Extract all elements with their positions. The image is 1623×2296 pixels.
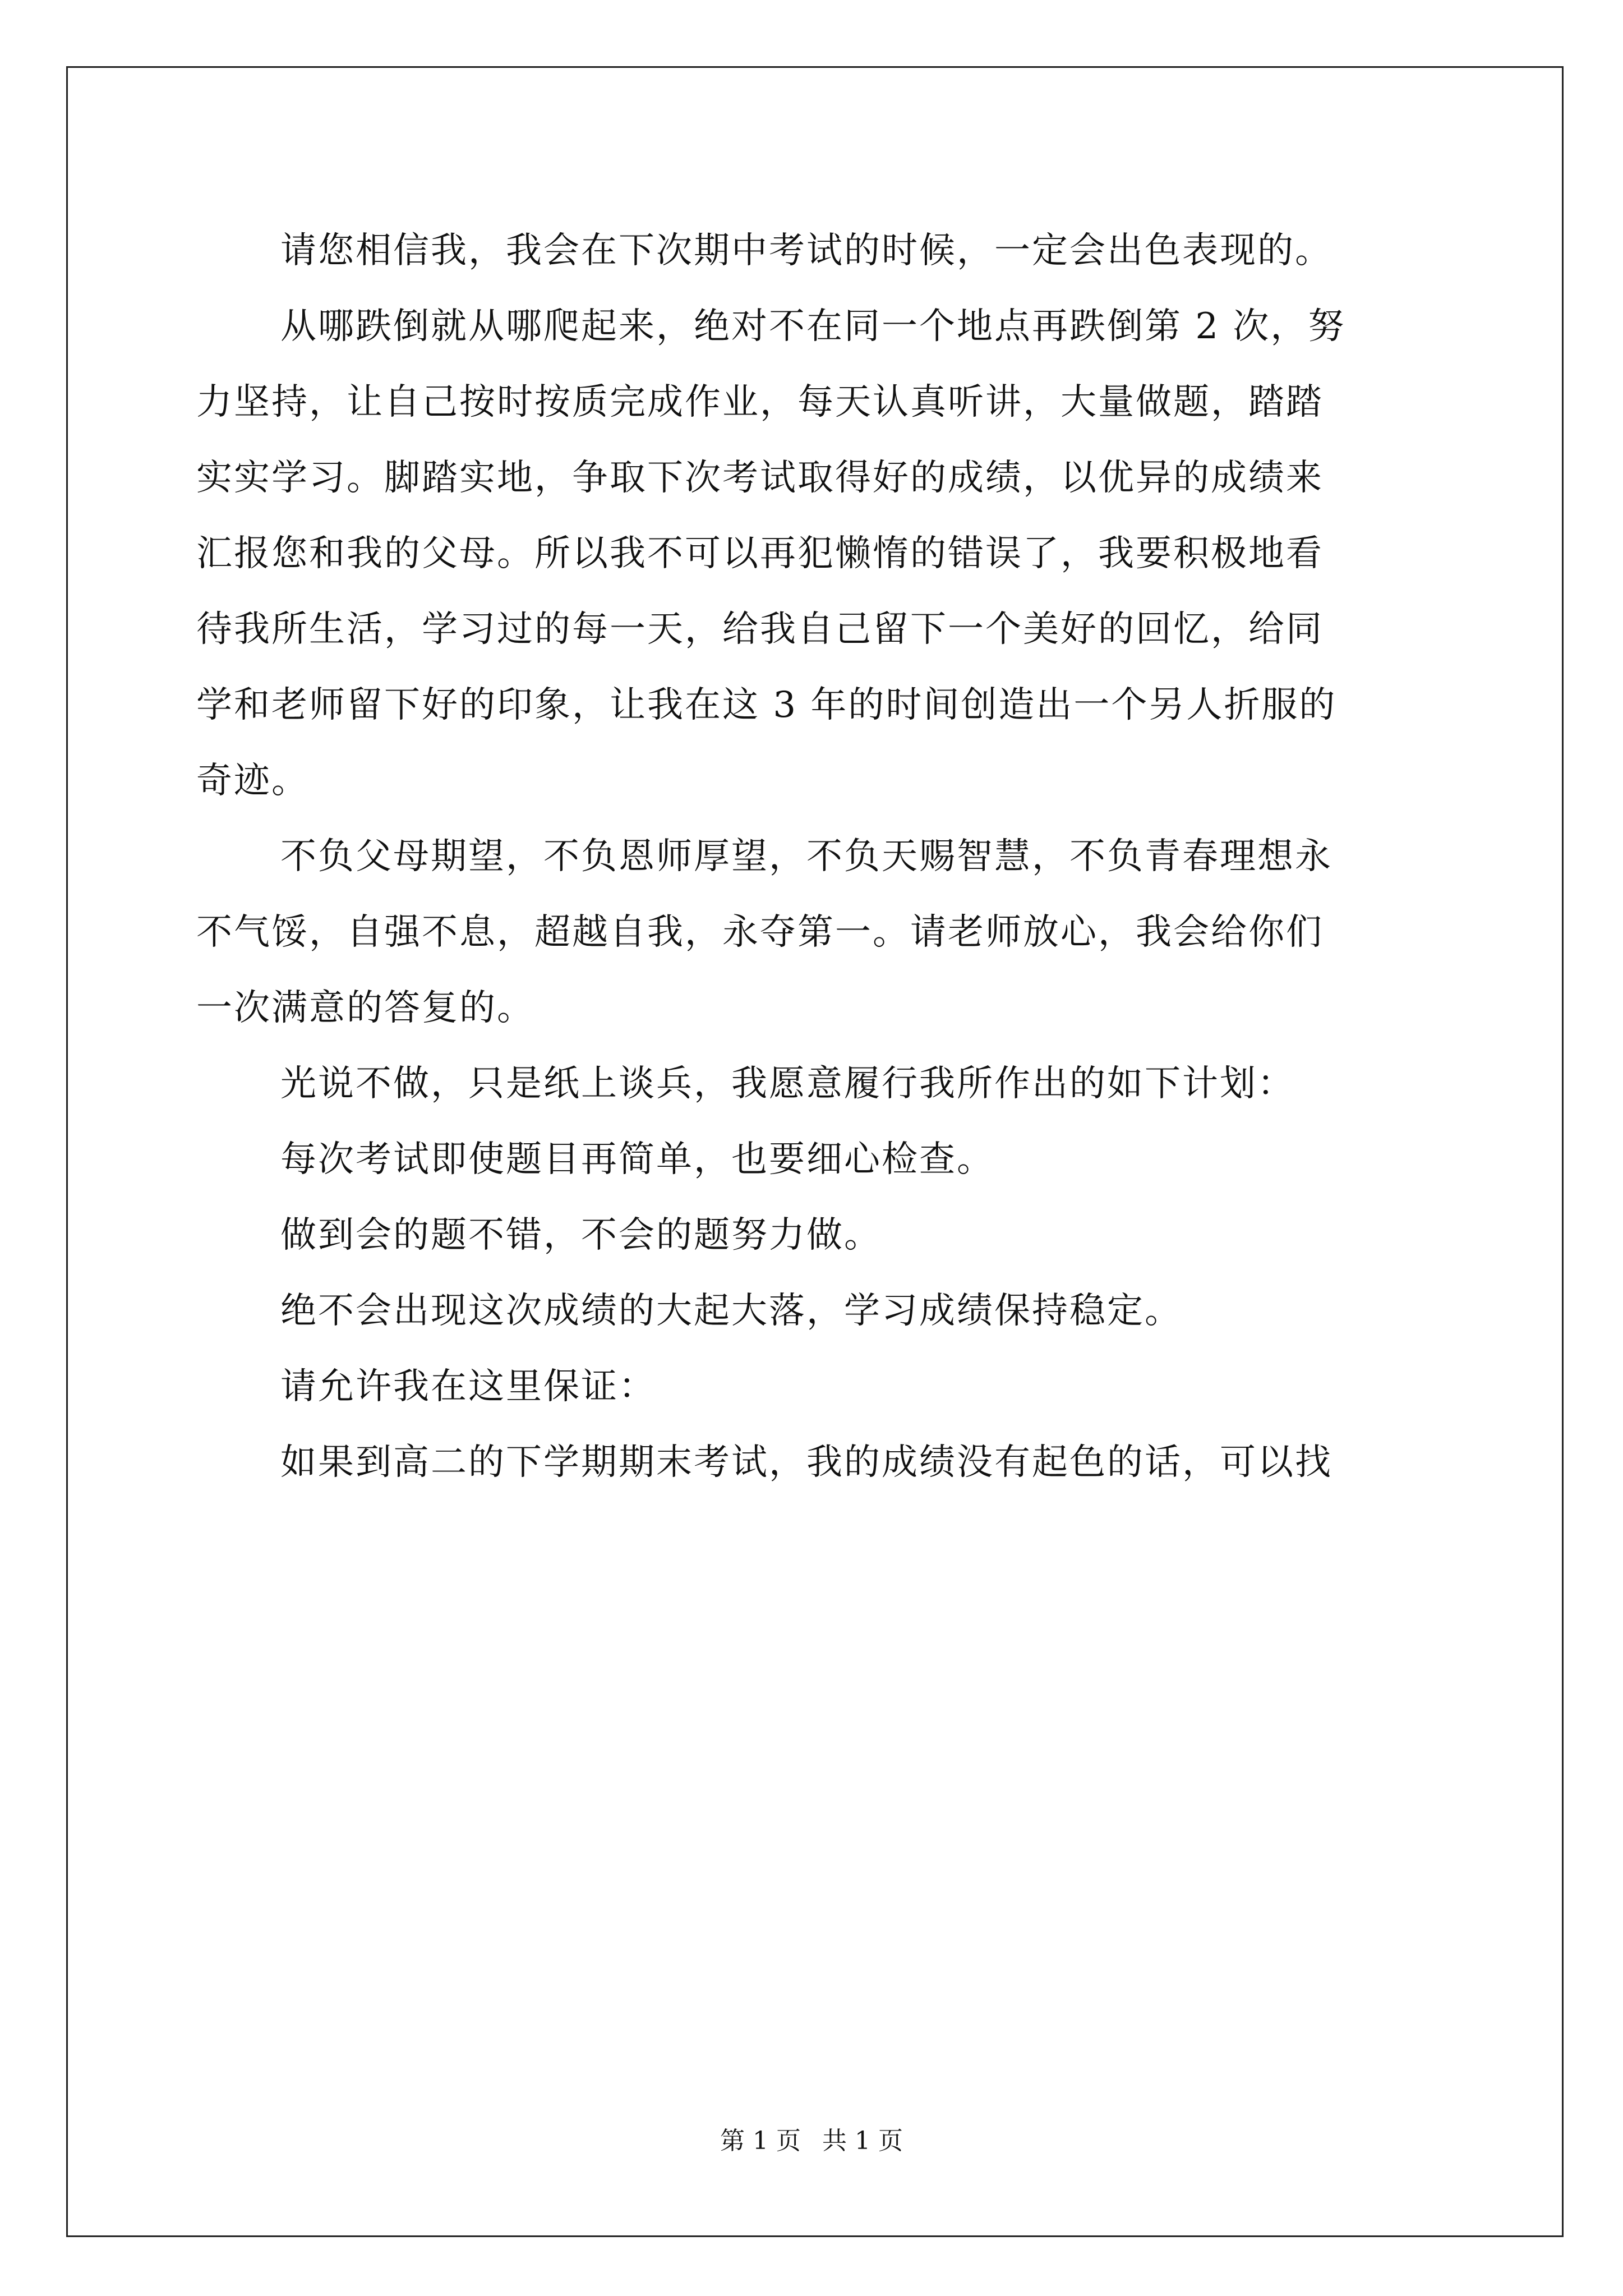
- page-total: 共 1 页: [822, 2127, 903, 2155]
- paragraph-line: 如果到高二的下学期期末考试，我的成绩没有起色的话，可以找: [280, 1442, 1332, 1483]
- paragraph-5: [196, 1122, 1430, 1198]
- paragraph-9: [196, 1425, 1430, 1501]
- paragraph-line: 一次满意的答复的。: [196, 987, 534, 1029]
- document-body: [196, 213, 1430, 1501]
- paragraph-line: 请您相信我，我会在下次期中考试的时候，一定会出色表现的。: [280, 230, 1332, 272]
- page-footer: [0, 2120, 1623, 2156]
- paragraph-line: 从哪跌倒就从哪爬起来，绝对不在同一个地点再跌倒第 2 次，努: [280, 306, 1346, 347]
- paragraph-line: 待我所生活，学习过的每一天，给我自己留下一个美好的回忆，给同: [196, 609, 1324, 650]
- paragraph-4: [196, 1046, 1430, 1122]
- paragraph-line: 每次考试即使题目再简单，也要细心检查。: [280, 1139, 994, 1180]
- paragraph-2: [196, 289, 1430, 819]
- paragraph-line: 汇报您和我的父母。所以我不可以再犯懒惰的错误了，我要积极地看: [196, 533, 1324, 574]
- paragraph-line: 力坚持，让自己按时按质完成作业，每天认真听讲，大量做题，踏踏: [196, 381, 1324, 423]
- paragraph-line: 不气馁，自强不息，超越自我，永夺第一。请老师放心，我会给你们: [196, 912, 1324, 953]
- paragraph-line: 绝不会出现这次成绩的大起大落，学习成绩保持稳定。: [280, 1290, 1182, 1332]
- paragraph-line: 实实学习。脚踏实地，争取下次考试取得好的成绩，以优异的成绩来: [196, 457, 1324, 499]
- paragraph-3: [196, 819, 1430, 1046]
- paragraph-line: 不负父母期望，不负恩师厚望，不负天赐智慧，不负青春理想永: [280, 836, 1332, 877]
- paragraph-line: 光说不做，只是纸上谈兵，我愿意履行我所作出的如下计划：: [280, 1063, 1295, 1105]
- paragraph-6: [196, 1198, 1430, 1273]
- paragraph-8: [196, 1349, 1430, 1425]
- paragraph-line: 做到会的题不错，不会的题努力做。: [280, 1214, 882, 1256]
- paragraph-line: 学和老师留下好的印象，让我在这 3 年的时间创造出一个另人折服的: [196, 684, 1337, 726]
- paragraph-7: [196, 1273, 1430, 1349]
- paragraph-1: [196, 213, 1430, 289]
- paragraph-line: 奇迹。: [196, 760, 309, 802]
- page-number: 第 1 页: [720, 2127, 801, 2155]
- paragraph-line: 请允许我在这里保证：: [280, 1366, 656, 1407]
